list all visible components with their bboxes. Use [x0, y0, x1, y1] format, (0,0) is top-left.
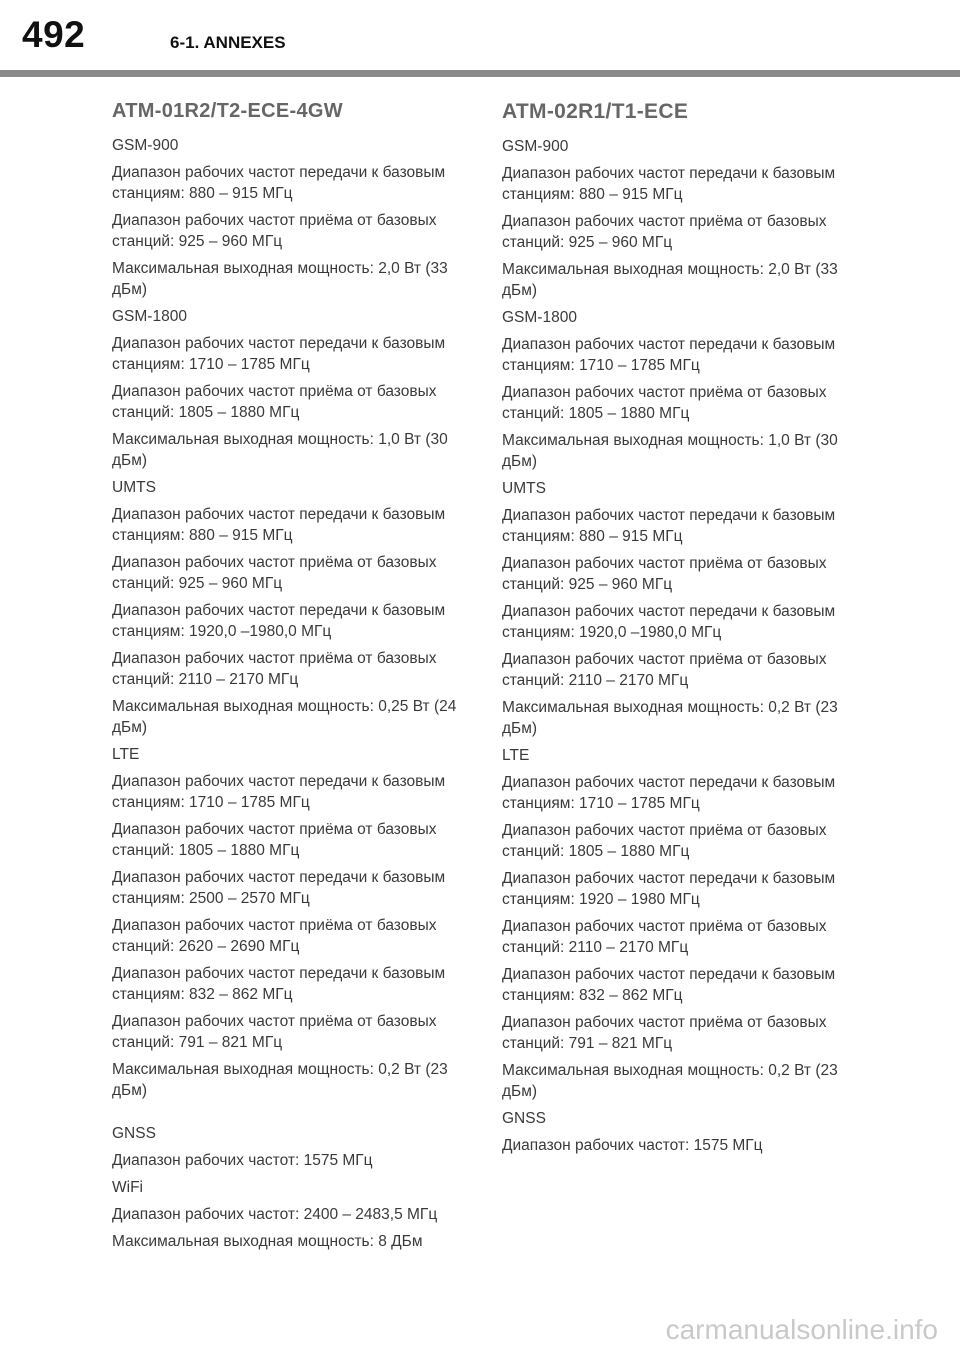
spec-line: Диапазон рабочих частот приёма от базовых станций: 791 – 821 МГц: [112, 1013, 437, 1051]
spec-line: Максимальная выходная мощность: 2,0 Вт (33 дБм): [502, 261, 838, 299]
spec-line: Диапазон рабочих частот передачи к базовым станциям: 1920,0 –1980,0 МГц: [502, 603, 836, 641]
spec-line: Диапазон рабочих частот передачи к базовым станциям: 880 – 915 МГц: [112, 506, 446, 544]
spec-line: GNSS: [502, 1110, 546, 1127]
spec-line: Диапазон рабочих частот приёма от базовых станций: 2110 – 2170 МГц: [112, 650, 437, 688]
spec-line: Диапазон рабочих частот приёма от базовых станций: 2110 – 2170 МГц: [502, 918, 827, 956]
spec-line: Диапазон рабочих частот приёма от базовых станций: 925 – 960 МГц: [502, 213, 827, 251]
spec-line: Диапазон рабочих частот приёма от базовых станций: 925 – 960 МГц: [112, 212, 437, 250]
spec-line: Диапазон рабочих частот: 1575 МГц: [502, 1137, 763, 1154]
spec-line: Диапазон рабочих частот передачи к базовым станциям: 880 – 915 МГц: [112, 164, 446, 202]
spec-line: Максимальная выходная мощность: 8 ДБм: [112, 1233, 423, 1250]
spec-line: Диапазон рабочих частот приёма от базовых станций: 925 – 960 МГц: [112, 554, 437, 592]
spec-line: UMTS: [502, 480, 546, 497]
spec-line: Диапазон рабочих частот передачи к базовым станциям: 880 – 915 МГц: [502, 165, 836, 203]
spec-line: Диапазон рабочих частот приёма от базовых станций: 925 – 960 МГц: [502, 555, 827, 593]
spec-line: Диапазон рабочих частот приёма от базовых станций: 1805 – 1880 МГц: [112, 383, 437, 421]
page-header: [0, 0, 960, 78]
spec-line: Максимальная выходная мощность: 0,2 Вт (23 дБм): [112, 1061, 448, 1099]
left-column: [112, 100, 468, 1258]
spec-line: Диапазон рабочих частот передачи к базовым станциям: 880 – 915 МГц: [502, 507, 836, 545]
spec-line: GSM-1800: [112, 308, 187, 325]
spec-line: Максимальная выходная мощность: 1,0 Вт (30 дБм): [112, 431, 448, 469]
header-divider: [0, 70, 960, 77]
spec-line: Диапазон рабочих частот приёма от базовых станций: 1805 – 1880 МГц: [112, 821, 437, 859]
spec-line: Диапазон рабочих частот передачи к базовым станциям: 1710 – 1785 МГц: [112, 335, 446, 373]
spec-line: Диапазон рабочих частот приёма от базовых станций: 1805 – 1880 МГц: [502, 384, 827, 422]
right-column: [502, 100, 858, 1162]
spec-line: Диапазон рабочих частот передачи к базовым станциям: 1710 – 1785 МГц: [502, 336, 836, 374]
spec-line: Диапазон рабочих частот: 1575 МГц: [112, 1152, 373, 1169]
column-title: ATM-02R1/T1-ECE: [502, 100, 689, 123]
watermark-text: carmanualsonline.info: [665, 1314, 938, 1345]
column-title: ATM-01R2/T2-ECE-4GW: [112, 100, 343, 122]
spec-line: Диапазон рабочих частот приёма от базовых станций: 2620 – 2690 МГц: [112, 917, 437, 955]
spec-list: [112, 135, 468, 1252]
spec-list: [502, 136, 858, 1156]
spec-line: Диапазон рабочих частот передачи к базовым станциям: 2500 – 2570 МГц: [112, 869, 446, 907]
spec-line: LTE: [112, 746, 140, 763]
section-title: 6-1. ANNEXES: [170, 33, 286, 52]
spec-line: Диапазон рабочих частот передачи к базовым станциям: 832 – 862 МГц: [112, 965, 446, 1003]
spec-line: Диапазон рабочих частот приёма от базовых станций: 1805 – 1880 МГц: [502, 822, 827, 860]
spec-line: Диапазон рабочих частот: 2400 – 2483,5 МГц: [112, 1206, 438, 1223]
spec-line: Диапазон рабочих частот передачи к базовым станциям: 1710 – 1785 МГц: [112, 773, 446, 811]
spec-line: Диапазон рабочих частот приёма от базовых станций: 2110 – 2170 МГц: [502, 651, 827, 689]
spec-line: GNSS: [112, 1125, 156, 1142]
spec-line: GSM-900: [502, 138, 569, 155]
spec-line: Максимальная выходная мощность: 0,25 Вт (24 дБм): [112, 698, 457, 736]
spec-line: GSM-1800: [502, 309, 577, 326]
spec-line: UMTS: [112, 479, 156, 496]
page-number: 492: [22, 14, 86, 55]
spec-line: Максимальная выходная мощность: 0,2 Вт (23 дБм): [502, 699, 838, 737]
spec-line: WiFi: [112, 1179, 143, 1196]
spec-line: Диапазон рабочих частот передачи к базовым станциям: 832 – 862 МГц: [502, 966, 836, 1004]
spec-line: Максимальная выходная мощность: 0,2 Вт (23 дБм): [502, 1062, 838, 1100]
spec-line: Диапазон рабочих частот передачи к базовым станциям: 1920 – 1980 МГц: [502, 870, 836, 908]
spec-line: Максимальная выходная мощность: 2,0 Вт (33 дБм): [112, 260, 448, 298]
spec-line: Максимальная выходная мощность: 1,0 Вт (30 дБм): [502, 432, 838, 470]
spec-line: LTE: [502, 747, 530, 764]
spec-line: Диапазон рабочих частот приёма от базовых станций: 791 – 821 МГц: [502, 1014, 827, 1052]
spec-line: Диапазон рабочих частот передачи к базовым станциям: 1920,0 –1980,0 МГц: [112, 602, 446, 640]
spec-line: Диапазон рабочих частот передачи к базовым станциям: 1710 – 1785 МГц: [502, 774, 836, 812]
spec-line: GSM-900: [112, 137, 179, 154]
